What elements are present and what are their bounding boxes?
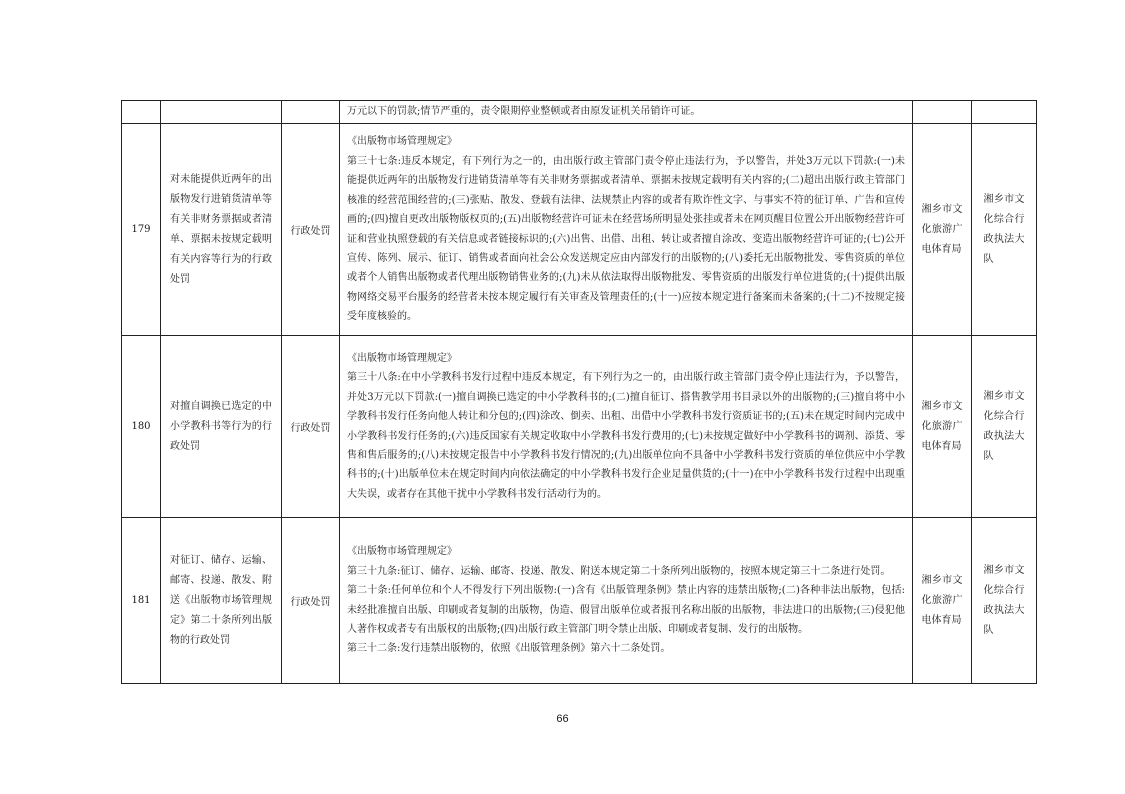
continuation-number-cell [122,101,161,124]
enforcement-agency: 湘乡市文化综合行政执法大队 [972,124,1037,336]
enforcement-agency: 湘乡市文化综合行政执法大队 [972,518,1037,684]
item-number: 180 [122,336,161,518]
basis-paragraph: 《出版物市场管理规定》 [347,546,457,558]
item-name: 对征订、储存、运输、邮寄、投递、散发、附送《出版物市场管理规定》第二十条所列出版物的行政处罚 [161,518,282,684]
continuation-executor-cell [972,101,1037,124]
continuation-department-cell [913,101,972,124]
legal-basis [340,518,913,684]
basis-paragraph: 《出版物市场管理规定》 [347,136,457,148]
legal-basis [340,124,913,336]
responsible-department: 湘乡市文化旅游广电体育局 [913,336,972,518]
item-category: 行政处罚 [282,336,340,518]
table-row [122,124,1037,336]
basis-paragraph: 第三十八条:在中小学教科书发行过程中违反本规定，有下列行为之一的，由出版行政主管部门责令停止违法行为，予以警告，并处3万元以下罚款:(一)擅自调换已选定的中小学教科书的;(二)擅自征订、搭售教学用书目录以外的出版物的;(三)擅自将中小学教科书发行任务向他人转让和分包的;(四)涂改、倒卖、出租、出借中小学教科书发行资质证书的;(五)未在规定时间内完成中小学教科书发行任务的;(六)违反国家有关规定收取中小学教科书发行费用的;(七)未按规定做好中小学教科书的调剂、添货、零售和售后服务的;(八)未按规定报告中小学教科书发行情况的;(九)出版单位向不具备中小学教科书发行资质的单位供应中小学教科书的;(十)出版单位未在规定时间内向依法确定的中小学教科书发行企业足量供货的;(十一)在中小学教科书发行过程中出现重大失误，或者存在其他干扰中小学教科书发行活动行为的。 [347,372,905,500]
item-number: 179 [122,124,161,336]
table-row [122,336,1037,518]
item-number: 181 [122,518,161,684]
item-name: 对擅自调换已选定的中小学教科书等行为的行政处罚 [161,336,282,518]
continuation-basis-cell [340,101,913,124]
basis-paragraph: 第三十二条:发行违禁出版物的，依照《出版管理条例》第六十二条处罚。 [347,643,671,655]
page-number: 66 [556,713,569,725]
basis-paragraph: 第三十九条:征订、储存、运输、邮寄、投递、散发、附送本规定第二十条所列出版物的，按照本规定第三十二条进行处罚。 [347,565,891,577]
basis-paragraph: 第三十七条:违反本规定，有下列行为之一的，由出版行政主管部门责令停止违法行为，予以警告，并处3万元以下罚款:(一)未能提供近两年的出版物发行进销货清单等有关非财务票据或者清单、票据未按规定载明有关内容的;(二)超出出版行政主管部门核准的经营范围经营的;(三)张贴、散发、登载有法律、法规禁止内容的或者有欺诈性文字、与事实不符的征订单、广告和宣传画的;(四)擅自更改出版物版权页的;(五)出版物经营许可证未在经营场所明显处张挂或者未在网页醒目位置公开出版物经营许可证和营业执照登载的有关信息或者链接标识的;(六)出售、出借、出租、转让或者擅自涂改、变造出版物经营许可证的;(七)公开宣传、陈列、展示、征订、销售或者面向社会公众发送规定应由内部发行的出版物的;(八)委托无出版物批发、零售资质的单位或者个人销售出版物或者代理出版物销售业务的;(九)未从依法取得出版物批发、零售资质的出版发行单位进货的;(十)提供出版物网络交易平台服务的经营者未按本规定履行有关审查及管理责任的;(十一)应按本规定进行备案而未备案的;(十二)不按规定接受年度核验的。 [347,155,905,323]
item-category: 行政处罚 [282,518,340,684]
continuation-name-cell [161,101,282,124]
table-row [122,518,1037,684]
responsible-department: 湘乡市文化旅游广电体育局 [913,518,972,684]
item-category: 行政处罚 [282,124,340,336]
enforcement-items-table [121,100,1037,684]
enforcement-agency: 湘乡市文化综合行政执法大队 [972,336,1037,518]
continuation-basis-text: 万元以下的罚款;情节严重的，责令限期停业整顿或者由原发证机关吊销许可证。 [347,106,701,118]
item-name: 对未能提供近两年的出版物发行进销货清单等有关非财务票据或者清单、票据未按规定载明有关内容等行为的行政处罚 [161,124,282,336]
legal-basis [340,336,913,518]
continuation-category-cell [282,101,340,124]
responsible-department: 湘乡市文化旅游广电体育局 [913,124,972,336]
basis-paragraph: 第二十条:任何单位和个人不得发行下列出版物:(一)含有《出版管理条例》禁止内容的违禁出版物;(二)各种非法出版物，包括:未经批准擅自出版、印刷或者复制的出版物，伪造、假冒出版单位或者报刊名称出版的出版物，非法进口的出版物;(三)侵犯他人著作权或者专有出版权的出版物;(四)出版行政主管部门明令禁止出版、印刷或者复制、发行的出版物。 [347,585,905,635]
continuation-row [122,101,1037,124]
basis-paragraph: 《出版物市场管理规定》 [347,352,457,364]
